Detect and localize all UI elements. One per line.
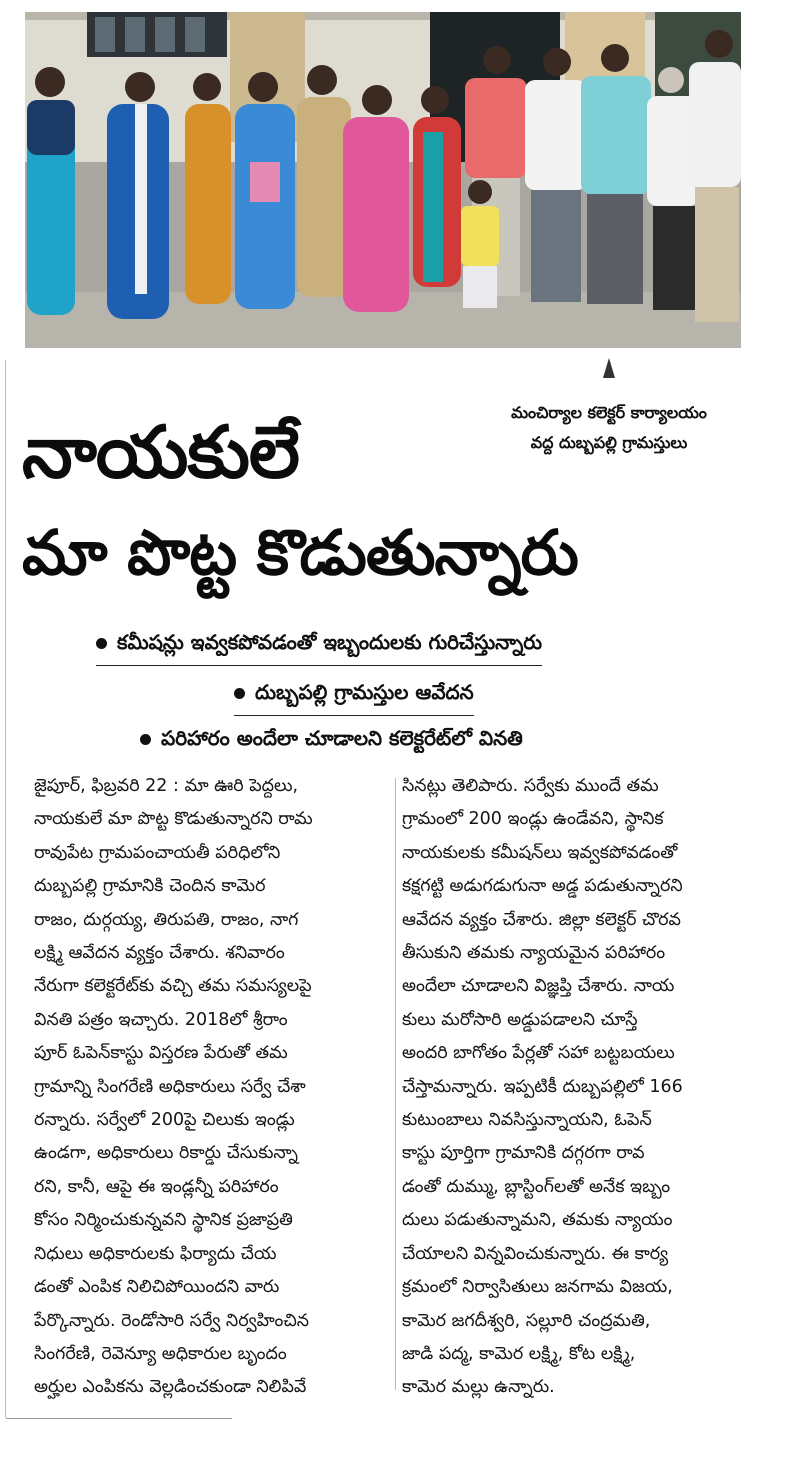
- bullet-text: దుబ్బపల్లి గ్రామస్తుల ఆవేదన: [255, 680, 474, 704]
- article-line: కాస్టు పూర్తిగా గ్రామానికి దగ్గరగా రావ: [402, 1143, 645, 1164]
- article-line: అందరి బాగోతం పేర్లతో సహా బట్టబయలు: [402, 1043, 675, 1064]
- bullet-text: పరిహారం అందేలా చూడాలని కలెక్టరేట్‌లో వినతి: [161, 726, 523, 750]
- article-line: కామెర మల్లు ఉన్నారు.: [402, 1377, 555, 1398]
- article-line: నాయకులే మా పొట్ట కొడుతున్నారని రామ: [34, 809, 313, 830]
- article-line: కుటుంబాలు నివసిస్తున్నాయని, ఓపెన్: [402, 1110, 652, 1131]
- article-line: వినతి పత్రం ఇచ్చారు. 2018లో శ్రీరాం: [34, 1009, 288, 1030]
- article-line: నిధులు అధికారులకు ఫిర్యాదు చేయ: [34, 1243, 277, 1264]
- photo-illustration: [25, 12, 741, 348]
- bullet-dot-icon: [234, 688, 245, 699]
- article-line: చేయాలని విన్నవించుకున్నారు. ఈ కార్య: [402, 1243, 669, 1264]
- bullet-text: కమీషన్లు ఇవ్వకపోవడంతో ఇబ్బందులకు గురిచేస్తున్నారు: [117, 630, 543, 654]
- photo-caption: [474, 398, 744, 458]
- article-line: కక్షగట్టి అడుగడుగునా అడ్డ పడుతున్నారని: [402, 876, 683, 897]
- article-line: కులు మరోసారి అడ్డుపడాలని చూస్తే: [402, 1009, 638, 1030]
- article-line: లక్ష్మి ఆవేదన వ్యక్తం చేశారు. శనివారం: [34, 943, 285, 964]
- bullet-item: [234, 680, 474, 716]
- article-line: గ్రామంలో 200 ఇండ్లు ఉండేవని, స్థానిక: [402, 809, 664, 830]
- article-line: రని, కానీ, ఆపై ఈ ఇండ్లన్నీ పరిహారం: [34, 1176, 279, 1197]
- article-line: పేర్కొన్నారు. రెండోసారి సర్వే నిర్వహించిన: [34, 1310, 310, 1331]
- article-line: రావుపేట గ్రామపంచాయతీ పరిధిలోని: [34, 842, 281, 863]
- article-line: ఉండగా, అధికారులు రికార్డు చేసుకున్నా: [34, 1143, 298, 1164]
- article-line: తీసుకుని తమకు న్యాయమైన పరిహారం: [402, 943, 666, 964]
- bullet-item: [140, 726, 523, 755]
- article-line: దులు పడుతున్నామని, తమకు న్యాయం: [402, 1210, 673, 1231]
- article-line: సింగరేణి, రెవెన్యూ అధికారుల బృందం: [34, 1343, 287, 1364]
- bottom-rule: [6, 1418, 232, 1419]
- article-line: రన్నారు. సర్వేలో 200పై చిలుకు ఇండ్లు: [34, 1110, 295, 1131]
- article-line: డంతో ఎంపిక నిలిచిపోయిందని వారు: [34, 1277, 280, 1298]
- bullet-item: [96, 630, 542, 666]
- headline-line-1: నాయకులే: [22, 410, 299, 494]
- article-line: నాయకులకు కమీషన్‌లు ఇవ్వకపోవడంతో: [402, 842, 678, 863]
- bullet-dot-icon: [96, 638, 107, 649]
- article-line: రాజం, దుర్గయ్య, తిరుపతి, రాజం, నాగ: [34, 909, 299, 930]
- article-line: సినట్లు తెలిపారు. సర్వేకు ముందే తమ: [402, 776, 659, 796]
- article-line: కోసం నిర్మించుకున్నవని స్థానిక ప్రజాప్రతి: [34, 1210, 293, 1231]
- article-line: అందేలా చూడాలని విజ్ఞప్తి చేశారు. నాయ: [402, 976, 675, 997]
- article-line: చేస్తామన్నారు. ఇప్పటికీ దుబ్బపల్లిలో 166: [402, 1076, 683, 1097]
- bullet-dot-icon: [140, 734, 151, 745]
- left-border-rule: [5, 360, 6, 1418]
- article-column-1: [34, 770, 390, 1405]
- article-line: దుబ్బపల్లి గ్రామానికి చెందిన కామెర: [34, 876, 266, 897]
- caption-line-1: మంచిర్యాల కలెక్టర్ కార్యాలయం: [511, 403, 707, 422]
- article-line: నేరుగా కలెక్టరేట్‌కు వచ్చి తమ సమస్యలపై: [34, 976, 312, 997]
- article-line: జాడి పద్మ, కామెర లక్ష్మి, కోట లక్ష్మి,: [402, 1343, 636, 1364]
- column-divider: [395, 778, 396, 1390]
- article-line: ఆవేదన వ్యక్తం చేశారు. జిల్లా కలెక్టర్ చొరవ: [402, 909, 681, 930]
- article-line: అర్హుల ఎంపికను వెల్లడించకుండా నిలిపివే: [34, 1377, 307, 1398]
- article-line: క్రమంలో నిర్వాసితులు జనగామ విజయ,: [402, 1277, 673, 1298]
- article-column-2: [402, 770, 746, 1405]
- headline-line-2: మా పొట్ట కొడుతున్నారు: [22, 516, 578, 589]
- article-line: గ్రామాన్ని సింగరేణి అధికారులు సర్వే చేశా: [34, 1076, 306, 1097]
- news-photo: [25, 12, 741, 348]
- article-line: కామెర జగదీశ్వరి, సల్లూరి చంద్రమతి,: [402, 1310, 651, 1331]
- caption-line-2: వద్ద దుబ్బపల్లి గ్రామస్తులు: [530, 433, 688, 452]
- article-line: పూర్ ఓపెన్‌కాస్టు విస్తరణ పేరుతో తమ: [34, 1043, 288, 1064]
- caption-pointer-icon: [603, 358, 615, 378]
- article-line: డంతో దుమ్ము, బ్లాస్టింగ్‌లతో అనేక ఇబ్బం: [402, 1176, 671, 1197]
- article-line: జైపూర్, ఫిబ్రవరి 22 : మా ఊరి పెద్దలు,: [34, 776, 299, 796]
